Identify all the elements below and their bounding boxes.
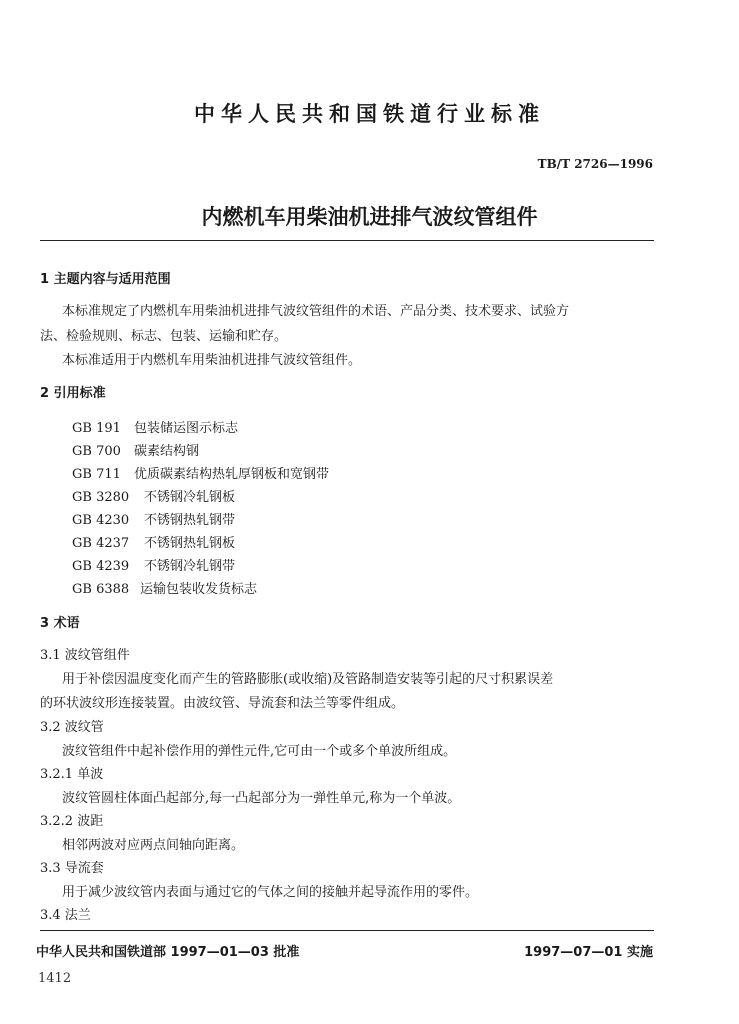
term-3-2-2-definition: 相邻两波对应两点间轴向距离。 <box>62 838 245 853</box>
reference-item <box>72 578 257 597</box>
term-3-3-definition: 用于减少波纹管内表面与通过它的气体之间的接触并起导流作用的零件。 <box>62 885 479 900</box>
term-3-2-1-definition: 波纹管圆柱体面凸起部分,每一凸起部分为一弹性单元,称为一个单波。 <box>62 791 461 806</box>
term-3-2-heading: 3.2 波纹管 <box>40 720 104 735</box>
standard-header: 中华人民共和国铁道行业标准 <box>194 102 545 126</box>
reference-name: 碳素结构钢 <box>134 444 200 459</box>
section-1-paragraph-1-line-2: 法、检验规则、标志、包装、运输和贮存。 <box>40 329 288 344</box>
document-title: 内燃机车用柴油机进排气波纹管组件 <box>201 205 538 229</box>
section-1-heading: 1 主题内容与适用范围 <box>40 272 171 287</box>
reference-item <box>72 463 329 482</box>
section-1-paragraph-2: 本标准适用于内燃机车用柴油机进排气波纹管组件。 <box>62 353 362 368</box>
reference-code: GB 711 <box>72 467 121 482</box>
reference-item <box>72 555 235 574</box>
reference-code: GB 4237 <box>72 536 130 551</box>
reference-code: GB 700 <box>72 444 121 459</box>
term-3-3-heading: 3.3 导流套 <box>40 861 104 876</box>
reference-name: 不锈钢冷轧钢带 <box>144 559 236 574</box>
reference-name: 不锈钢热轧钢带 <box>144 513 236 528</box>
standard-code: TB/T 2726—1996 <box>537 157 653 171</box>
reference-item <box>72 509 235 528</box>
reference-code: GB 4230 <box>72 513 130 528</box>
term-3-2-definition: 波纹管组件中起补偿作用的弹性元件,它可由一个或多个单波所组成。 <box>62 744 457 759</box>
reference-code: GB 6388 <box>72 582 130 597</box>
section-3-heading: 3 术语 <box>40 616 80 631</box>
reference-name: 包装储运图示标志 <box>134 421 239 436</box>
reference-name: 优质碳素结构热轧厚钢板和宽钢带 <box>134 467 330 482</box>
implementation-date: 1997—07—01 实施 <box>524 945 653 960</box>
title-rule <box>40 240 654 241</box>
reference-code: GB 191 <box>72 421 121 436</box>
term-3-1-definition-line-1: 用于补偿因温度变化而产生的管路膨胀(或收缩)及管路制造安装等引起的尺寸积累误差 <box>62 672 554 687</box>
approval-line: 中华人民共和国铁道部 1997—01—03 批准 <box>36 945 300 960</box>
reference-code: GB 3280 <box>72 490 130 505</box>
page-number: 1412 <box>38 971 72 986</box>
term-3-2-1-heading: 3.2.1 单波 <box>40 767 104 782</box>
section-2-heading: 2 引用标准 <box>40 386 106 401</box>
reference-item <box>72 440 199 459</box>
section-1-paragraph-1-line-1: 本标准规定了内燃机车用柴油机进排气波纹管组件的术语、产品分类、技术要求、试验方 <box>62 304 570 319</box>
term-3-2-2-heading: 3.2.2 波距 <box>40 814 104 829</box>
footer-rule <box>40 930 654 931</box>
reference-name: 运输包装收发货标志 <box>140 582 258 597</box>
term-3-1-heading: 3.1 波纹管组件 <box>40 648 130 663</box>
reference-item <box>72 532 235 551</box>
term-3-1-definition-line-2: 的环状波纹形连接装置。由波纹管、导流套和法兰等零件组成。 <box>40 696 405 711</box>
term-3-4-heading: 3.4 法兰 <box>40 908 91 923</box>
reference-code: GB 4239 <box>72 559 130 574</box>
reference-item <box>72 486 235 505</box>
reference-item <box>72 417 238 436</box>
reference-name: 不锈钢热轧钢板 <box>144 536 236 551</box>
reference-name: 不锈钢冷轧钢板 <box>144 490 236 505</box>
